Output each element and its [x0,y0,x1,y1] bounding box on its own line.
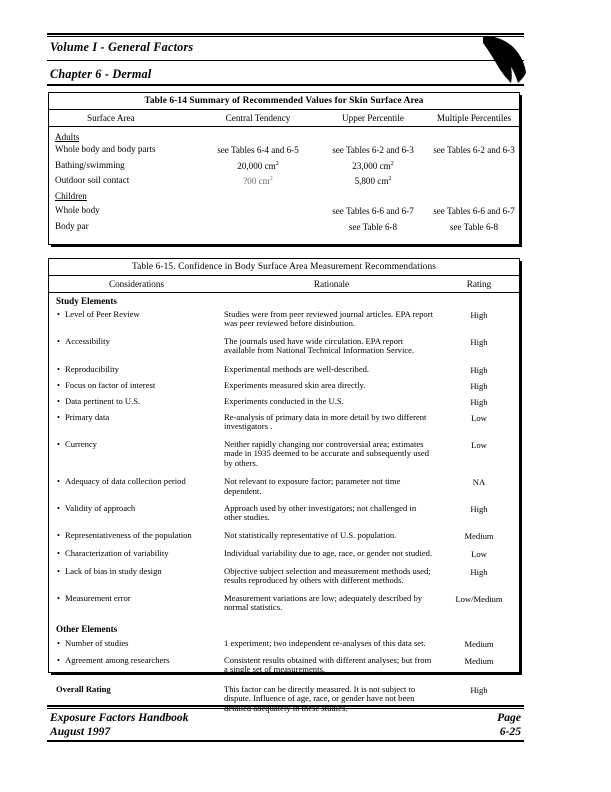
table-row [49,651,519,677]
cell-rationale: Experiments measured skin area directly. [224,379,366,390]
cell-rating: High [470,380,488,391]
cell-consideration: • Accessibility [57,335,110,346]
cell-overall-rating: High [470,684,488,695]
bullet-icon: • [57,476,61,487]
table-row [49,203,519,217]
cell-upper-percentile: see Tables 6-6 and 6-7 [332,206,414,216]
cell-rating: High [470,364,488,375]
bullet-icon: • [57,654,61,665]
cell-consideration: • Adequacy of data collection period [57,476,186,487]
bullet-icon: • [57,395,61,406]
bullet-icon: • [57,309,61,319]
cell-rating: Medium [464,655,494,666]
table-6-14-group-label: Children [55,191,87,201]
cell-consideration: • Validity of approach [57,502,136,513]
cell-rating: High [470,503,488,514]
cell-consideration: • Primary data [57,411,110,422]
table-row [49,377,519,393]
cell-consideration: • Measurement error [57,592,131,603]
bullet-icon: • [57,335,61,346]
header-chapter-title: Chapter 6 - Dermal [50,67,152,81]
footer-page-number: 6-25 [499,725,521,738]
cell-consideration: • Lack of bias in study design [57,565,162,576]
cell-rationale: Experimental methods are well-described. [224,363,370,374]
footer-rule-top [47,705,524,707]
table-6-14 [48,92,520,245]
cell-central-tendency: 20,000 $cm^2$ [237,160,279,171]
column-header-rationale: Rationale [313,279,350,289]
bullet-icon: • [57,637,61,648]
bullet-icon: • [57,502,61,513]
table-6-15 [48,258,520,713]
cell-multiple-percentiles: see Tables 6-2 and 6-3 [433,145,515,155]
footer-line-2 [47,724,524,740]
table-row [49,331,519,358]
cell-rating: High [470,310,488,320]
cell-rating: High [470,566,488,577]
cell-rating: NA [472,477,486,488]
cell-rationale: Measurement variations are low; adequately described by normal statistics. [224,592,423,613]
cell-upper-percentile: see Tables 6-2 and 6-3 [332,145,414,155]
footer-handbook-title: Exposure Factors Handbook [50,711,189,724]
cell-multiple-percentiles: see Tables 6-6 and 6-7 [433,206,515,216]
table-6-15-section-label: Other Elements [56,623,118,634]
bullet-icon: • [57,411,61,422]
cell-rationale: Neither rapidly changing nor controversial area; estimates made in 1935 deemed to be accurate and subsequently used by others. [224,438,429,468]
footer-rule-bottom [47,740,524,742]
cell-consideration: • Focus on factor of interest [57,379,156,390]
table-6-15-body [49,293,519,715]
table-row [49,409,519,434]
table-row [49,525,519,543]
bullet-icon: • [57,565,61,576]
cell-rationale: Not relevant to exposure factor; parameter not time dependent. [224,476,401,496]
bullet-icon: • [57,547,61,558]
cell-central-tendency: see Tables 6-4 and 6-5 [217,145,299,155]
table-row [49,217,519,233]
table-row [49,543,519,561]
cell-rating: Medium [464,530,494,541]
cell-upper-percentile: see Table 6-8 [348,222,398,232]
cell-rating: Medium [464,638,494,649]
cell-rationale: The journals used have wide circulation. EPA report available from National Technical Information Service. [224,335,415,356]
cell-upper-percentile: 23,000 $cm^2$ [352,160,394,171]
page-footer [47,705,524,742]
table-row [49,636,519,651]
cell-rationale: Re-analysis of primary data in more detail by two different investigators . [224,411,427,432]
bullet-icon: • [57,529,61,540]
cell-surface-area: Whole body and body parts [55,144,156,154]
cell-consideration: • Level of Peer Review [57,309,140,319]
cell-upper-percentile: 5,800 $cm^2$ [354,175,392,186]
cell-rationale: Not statistically representative of U.S. population. [224,529,397,540]
cell-surface-area: Outdoor soil contact [55,175,130,185]
table-row [49,393,519,409]
cell-rationale: Experiments conducted in the U.S. [224,395,344,406]
table-row [49,470,519,498]
footer-page-label: Page [497,711,521,724]
column-header-surface-area: Surface Area [87,113,135,123]
bullet-icon: • [57,438,61,449]
cell-rationale: Consistent results obtained with different analyses; but from a single set of measurements. [224,654,432,675]
table-6-15-column-headers [49,276,519,293]
cell-consideration: • Representativeness of the population [57,529,192,540]
column-header-upper-percentile: Upper Percentile [342,113,404,123]
cell-rating: Low [471,439,487,450]
cell-consideration: • Currency [57,438,97,449]
table-row [49,434,519,470]
cell-rating: Low [471,412,487,423]
cell-overall-rationale: This factor can be directly measured. It is not subject to dispute. Influence of age, race, or gender have not been detailed adequately in these studies. [224,683,416,713]
bullet-icon: • [57,363,61,374]
bullet-icon: • [57,592,61,603]
table-6-14-body [49,127,519,233]
cell-consideration: • Agreement among researchers [57,654,170,665]
cell-multiple-percentiles: see Table 6-8 [449,222,499,232]
cell-consideration: • Characterization of variability [57,547,169,558]
cell-central-tendency: ?00 $cm^2$ [243,175,273,186]
cell-rating: High [470,396,488,407]
column-header-rating: Rating [466,279,492,289]
cell-surface-area: Whole body [55,205,100,215]
cell-surface-area: Bathing/swimming [55,160,125,170]
header-rule-top [47,33,524,35]
cell-rationale: Objective subject selection and measurement methods used; results reproduced by others with different methods. [224,565,431,586]
table-row [49,561,519,588]
page-header [47,33,524,86]
table-6-15-caption: Table 6-15. Confidence in Body Surface Area Measurement Recommendations [49,259,519,276]
table-row [49,308,519,331]
table-row [49,144,519,156]
column-header-central-tendency: Central Tendency [225,113,291,123]
table-row [49,172,519,187]
table-row [49,588,519,615]
footer-line-1 [47,709,524,724]
header-volume-title: Volume I - General Factors [50,40,194,54]
cell-rationale: 1 experiment; two independent re-analyses of this data set. [224,637,426,648]
column-header-multiple-percentiles: Multiple Percentiles [436,113,512,123]
cell-rationale: Individual variability due to age, race, or gender not studied. [224,547,433,558]
table-6-14-group-label: Adults [55,132,80,142]
table-6-14-caption: Table 6-14 Summary of Recommended Values for Skin Surface Area [49,93,519,110]
column-header-considerations: Considerations [108,279,165,289]
cell-overall-rating-label: Overall Rating [56,683,111,694]
cell-rationale: Studies were from peer reviewed journal articles. EPA report was peer reviewed before disinbution. [224,309,433,329]
cell-rationale: Approach used by other investigators; not challenged in other studies. [224,502,417,523]
table-row [49,358,519,377]
cell-consideration: • Reproducibility [57,363,119,374]
header-rule-bottom [47,84,524,86]
bullet-icon: • [57,379,61,390]
cell-consideration: • Number of studies [57,637,129,648]
table-6-15-section-label: Study Elements [56,296,117,306]
table-6-14-column-headers [49,110,519,127]
cell-rating: Low/Medium [455,593,503,604]
cell-surface-area: Body par [55,221,89,231]
table-row [49,498,519,525]
cell-consideration: • Data pertinent to U.S. [57,395,141,406]
table-row [49,156,519,172]
footer-date: August 1997 [50,725,111,738]
cell-rating: Low [471,548,487,559]
cell-rating: High [470,336,488,347]
